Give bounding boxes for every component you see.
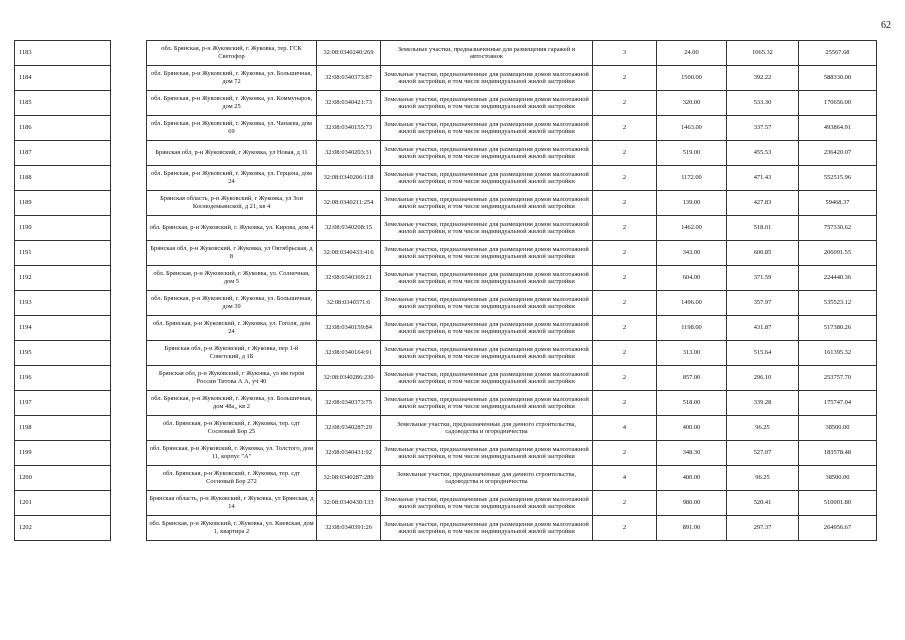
address-cell: обл. Брянская, р-н Жуковский, г. Жуковка, ул. Большичная, дом 72 (147, 66, 317, 91)
unit-value-cell: 527.07 (727, 441, 799, 466)
area-cell: 320.00 (657, 91, 727, 116)
category-cell: 3 (593, 41, 657, 66)
cadastral-value-cell: 517380.26 (799, 316, 877, 341)
category-cell: 2 (593, 216, 657, 241)
cadastral-number-cell: 32:08:0340373:87 (317, 66, 381, 91)
row-number: 1184 (15, 66, 111, 91)
row-number: 1187 (15, 141, 111, 166)
unit-value-cell: 337.57 (727, 116, 799, 141)
unit-value-cell: 339.28 (727, 391, 799, 416)
table-row (15, 291, 877, 316)
row-number: 1191 (15, 241, 111, 266)
spacer-cell (111, 66, 147, 91)
area-cell: 1462.00 (657, 216, 727, 241)
row-number: 1200 (15, 466, 111, 491)
spacer-cell (111, 291, 147, 316)
cadastral-number-cell: 32:08:0340211:254 (317, 191, 381, 216)
cadastral-number-cell: 32:08:0340371:6 (317, 291, 381, 316)
land-use-cell: Земельные участки, предназначенные для размещения домов малоэтажной жилой застройки, в том числе индивидуальной жилой застройки (381, 66, 593, 91)
unit-value-cell: 96.25 (727, 466, 799, 491)
cadastral-value-cell: 757330.62 (799, 216, 877, 241)
land-use-cell: Земельные участки, предназначенные для размещения домов малоэтажной жилой застройки, в том числе индивидуальной жилой застройки (381, 316, 593, 341)
spacer-cell (111, 316, 147, 341)
row-number: 1192 (15, 266, 111, 291)
category-cell: 2 (593, 366, 657, 391)
area-cell: 980.00 (657, 491, 727, 516)
table-row (15, 66, 877, 91)
land-use-cell: Земельные участки, предназначенные для размещения домов малоэтажной жилой застройки, в том числе индивидуальной жилой застройки (381, 241, 593, 266)
table-row (15, 491, 877, 516)
table-row (15, 416, 877, 441)
cadastral-value-cell: 161395.32 (799, 341, 877, 366)
spacer-cell (111, 166, 147, 191)
area-cell: 519.00 (657, 141, 727, 166)
address-cell: Брянская область, р-н Жуковский, г Жуковка, ул Зои Космодемьянской, д 21, кв 4 (147, 191, 317, 216)
land-use-cell: Земельные участки, предназначенные для размещения домов малоэтажной жилой застройки, в том числе индивидуальной жилой застройки (381, 116, 593, 141)
row-number: 1190 (15, 216, 111, 241)
cadastral-number-cell: 32:08:0340240:269 (317, 41, 381, 66)
spacer-cell (111, 191, 147, 216)
land-use-cell: Земельные участки, предназначенные для размещения домов малоэтажной жилой застройки, в том числе индивидуальной жилой застройки (381, 216, 593, 241)
row-number: 1189 (15, 191, 111, 216)
land-use-cell: Земельные участки, предназначенные для размещения домов малоэтажной жилой застройки, в том числе индивидуальной жилой застройки (381, 166, 593, 191)
cadastral-value-cell: 493864.91 (799, 116, 877, 141)
spacer-cell (111, 266, 147, 291)
unit-value-cell: 520.41 (727, 491, 799, 516)
spacer-cell (111, 91, 147, 116)
cadastral-number-cell: 32:08:0340391:26 (317, 516, 381, 541)
area-cell: 1500.00 (657, 66, 727, 91)
table-row (15, 241, 877, 266)
land-use-cell: Земельные участки, предназначенные для размещения домов малоэтажной жилой застройки, в том числе индивидуальной жилой застройки (381, 266, 593, 291)
cadastral-value-cell: 38500.00 (799, 466, 877, 491)
unit-value-cell: 518.01 (727, 216, 799, 241)
row-number: 1195 (15, 341, 111, 366)
address-cell: Брянская обл, р-н Жуковский, г Жуковка, ул Октябрьская, д 8 (147, 241, 317, 266)
land-use-cell: Земельные участки, предназначенные для размещения домов малоэтажной жилой застройки, в том числе индивидуальной жилой застройки (381, 291, 593, 316)
table-row (15, 41, 877, 66)
area-cell: 1463.00 (657, 116, 727, 141)
unit-value-cell: 96.25 (727, 416, 799, 441)
area-cell: 348.30 (657, 441, 727, 466)
address-cell: обл. Брянская, р-н Жуковский, г. Жуковка, ул. Большичная, дом 39 (147, 291, 317, 316)
spacer-cell (111, 341, 147, 366)
table-row (15, 216, 877, 241)
category-cell: 2 (593, 516, 657, 541)
cadastral-value-cell: 552515.96 (799, 166, 877, 191)
address-cell: обл. Брянская, р-н Жуковский, г. Жуковка, тер. сдт Сосновый Бор 272 (147, 466, 317, 491)
category-cell: 2 (593, 341, 657, 366)
category-cell: 2 (593, 141, 657, 166)
address-cell: Брянская область, р-н Жуковский, г Жуковка, ул Брянская, д 14 (147, 491, 317, 516)
cadastral-value-cell: 25567.68 (799, 41, 877, 66)
category-cell: 2 (593, 491, 657, 516)
spacer-cell (111, 491, 147, 516)
unit-value-cell: 392.22 (727, 66, 799, 91)
cadastral-value-cell: 588330.00 (799, 66, 877, 91)
cadastral-value-cell: 535523.12 (799, 291, 877, 316)
row-number: 1202 (15, 516, 111, 541)
unit-value-cell: 357.97 (727, 291, 799, 316)
table-row (15, 466, 877, 491)
area-cell: 313.00 (657, 341, 727, 366)
table-row (15, 191, 877, 216)
spacer-cell (111, 516, 147, 541)
land-use-cell: Земельные участки, предназначенные для размещения домов малоэтажной жилой застройки, в том числе индивидуальной жилой застройки (381, 391, 593, 416)
area-cell: 891.00 (657, 516, 727, 541)
address-cell: обл. Брянская, р-н Жуковский, г. Жуковка, ул. Гоголя, дом 24 (147, 316, 317, 341)
unit-value-cell: 600.85 (727, 241, 799, 266)
spacer-cell (111, 466, 147, 491)
land-plots-table (14, 40, 877, 541)
row-number: 1198 (15, 416, 111, 441)
cadastral-value-cell: 253757.70 (799, 366, 877, 391)
category-cell: 2 (593, 241, 657, 266)
land-use-cell: Земельные участки, предназначенные для размещения домов малоэтажной жилой застройки, в том числе индивидуальной жилой застройки (381, 341, 593, 366)
cadastral-number-cell: 32:08:0340164:91 (317, 341, 381, 366)
area-cell: 857.00 (657, 366, 727, 391)
cadastral-number-cell: 32:08:0340286:230 (317, 366, 381, 391)
address-cell: обл. Брянская, р-н Жуковский, г. Жуковка, ул. Киевская, дом 1, квартира 2 (147, 516, 317, 541)
unit-value-cell: 455.53 (727, 141, 799, 166)
category-cell: 2 (593, 316, 657, 341)
unit-value-cell: 533.30 (727, 91, 799, 116)
address-cell: обл. Брянская, р-н Жуковский, г. Жуковка, тер. сдт Сосновый Бор 25 (147, 416, 317, 441)
cadastral-value-cell: 510001.80 (799, 491, 877, 516)
area-cell: 604.00 (657, 266, 727, 291)
cadastral-value-cell: 59468.37 (799, 191, 877, 216)
address-cell: Брянская обл, р-н Жуковский, г Жуковка, пер 1-й Советский, д 1Б (147, 341, 317, 366)
unit-value-cell: 427.83 (727, 191, 799, 216)
area-cell: 400.00 (657, 466, 727, 491)
category-cell: 2 (593, 191, 657, 216)
cadastral-value-cell: 183578.48 (799, 441, 877, 466)
table-row (15, 316, 877, 341)
cadastral-number-cell: 32:08:0340155:73 (317, 116, 381, 141)
address-cell: обл. Брянская, р-н Жуковский, г. Жуковка, ул. Кирова, дом 4 (147, 216, 317, 241)
spacer-cell (111, 216, 147, 241)
table-row (15, 116, 877, 141)
row-number: 1199 (15, 441, 111, 466)
address-cell: обл. Брянская, р-н Жуковский, г. Жуковка, ул. Большичная, дом 48а,, кв 2 (147, 391, 317, 416)
unit-value-cell: 515.64 (727, 341, 799, 366)
table-row (15, 141, 877, 166)
cadastral-number-cell: 32:08:0340433:416 (317, 241, 381, 266)
address-cell: обл. Брянская, р-н Жуковский, г. Жуковка, ул. Герцена, дом 24 (147, 166, 317, 191)
spacer-cell (111, 416, 147, 441)
unit-value-cell: 1065.32 (727, 41, 799, 66)
cadastral-number-cell: 32:08:0340369:21 (317, 266, 381, 291)
row-number: 1186 (15, 116, 111, 141)
cadastral-value-cell: 224440.36 (799, 266, 877, 291)
category-cell: 2 (593, 116, 657, 141)
spacer-cell (111, 366, 147, 391)
land-use-cell: Земельные участки, предназначенные для дачного строительства, садоводства и огородничества (381, 466, 593, 491)
land-use-cell: Земельные участки, предназначенные для размещения домов малоэтажной жилой застройки, в том числе индивидуальной жилой застройки (381, 91, 593, 116)
address-cell: обл. Брянская, р-н Жуковский, г. Жуковка, ул. Солнечная, дом 5 (147, 266, 317, 291)
cadastral-value-cell: 264956.67 (799, 516, 877, 541)
category-cell: 2 (593, 266, 657, 291)
cadastral-value-cell: 236420.07 (799, 141, 877, 166)
land-use-cell: Земельные участки, предназначенные для размещения домов малоэтажной жилой застройки, в том числе индивидуальной жилой застройки (381, 491, 593, 516)
cadastral-value-cell: 38500.00 (799, 416, 877, 441)
table-row (15, 166, 877, 191)
address-cell: Брянская обл, р-н Жуковский, г Жуковка, ул им героя России Титова А А, уч 40 (147, 366, 317, 391)
category-cell: 2 (593, 291, 657, 316)
category-cell: 2 (593, 441, 657, 466)
land-use-cell: Земельные участки, предназначенные для размещения гаражей и автостоянок (381, 41, 593, 66)
cadastral-number-cell: 32:08:0340373:75 (317, 391, 381, 416)
table-body (15, 41, 877, 541)
category-cell: 2 (593, 91, 657, 116)
address-cell: обл. Брянская, р-н Жуковский, г. Жуковка, тер. ГСК Светофор (147, 41, 317, 66)
unit-value-cell: 371.59 (727, 266, 799, 291)
area-cell: 518.00 (657, 391, 727, 416)
table-row (15, 91, 877, 116)
cadastral-number-cell: 32:08:0340203:31 (317, 141, 381, 166)
row-number: 1196 (15, 366, 111, 391)
cadastral-value-cell: 206091.55 (799, 241, 877, 266)
address-cell: Брянская обл, р-н Жуковский, г Жуковка, ул Новая, д 11 (147, 141, 317, 166)
area-cell: 343.00 (657, 241, 727, 266)
cadastral-number-cell: 32:08:0340421:73 (317, 91, 381, 116)
land-use-cell: Земельные участки, предназначенные для размещения домов малоэтажной жилой застройки, в том числе индивидуальной жилой застройки (381, 191, 593, 216)
spacer-cell (111, 441, 147, 466)
table-row (15, 341, 877, 366)
row-number: 1185 (15, 91, 111, 116)
cadastral-number-cell: 32:08:0340430:133 (317, 491, 381, 516)
table-row (15, 366, 877, 391)
category-cell: 2 (593, 391, 657, 416)
row-number: 1188 (15, 166, 111, 191)
page-number: 62 (881, 20, 891, 31)
land-use-cell: Земельные участки, предназначенные для размещения домов малоэтажной жилой застройки, в том числе индивидуальной жилой застройки (381, 366, 593, 391)
unit-value-cell: 471.43 (727, 166, 799, 191)
unit-value-cell: 297.37 (727, 516, 799, 541)
area-cell: 139.00 (657, 191, 727, 216)
row-number: 1183 (15, 41, 111, 66)
unit-value-cell: 296.10 (727, 366, 799, 391)
area-cell: 1496.00 (657, 291, 727, 316)
spacer-cell (111, 391, 147, 416)
table-row (15, 441, 877, 466)
spacer-cell (111, 116, 147, 141)
cadastral-number-cell: 32:08:0340287:29 (317, 416, 381, 441)
area-cell: 1172.00 (657, 166, 727, 191)
cadastral-number-cell: 32:08:0340208:15 (317, 216, 381, 241)
unit-value-cell: 431.87 (727, 316, 799, 341)
table-row (15, 516, 877, 541)
category-cell: 2 (593, 166, 657, 191)
cadastral-number-cell: 32:08:0340159:84 (317, 316, 381, 341)
category-cell: 4 (593, 416, 657, 441)
spacer-cell (111, 241, 147, 266)
address-cell: обл. Брянская, р-н Жуковский, г. Жуковка, ул. Коммунаров, дом 25 (147, 91, 317, 116)
row-number: 1194 (15, 316, 111, 341)
address-cell: обл. Брянская, р-н Жуковский, г. Жуковка, ул. Чапаева, дом 69 (147, 116, 317, 141)
address-cell: обл. Брянская, р-н Жуковский, г. Жуковка, ул. Толстого, дом 11, корпус "А" (147, 441, 317, 466)
spacer-cell (111, 141, 147, 166)
category-cell: 4 (593, 466, 657, 491)
land-use-cell: Земельные участки, предназначенные для дачного строительства, садоводства и огородничества (381, 416, 593, 441)
cadastral-number-cell: 32:08:0340206:118 (317, 166, 381, 191)
table-row (15, 266, 877, 291)
land-use-cell: Земельные участки, предназначенные для размещения домов малоэтажной жилой застройки, в том числе индивидуальной жилой застройки (381, 141, 593, 166)
area-cell: 1198.00 (657, 316, 727, 341)
cadastral-value-cell: 175747.04 (799, 391, 877, 416)
cadastral-number-cell: 32:08:0340431:92 (317, 441, 381, 466)
spacer-cell (111, 41, 147, 66)
cadastral-number-cell: 32:08:0340287:289 (317, 466, 381, 491)
land-use-cell: Земельные участки, предназначенные для размещения домов малоэтажной жилой застройки, в том числе индивидуальной жилой застройки (381, 516, 593, 541)
row-number: 1201 (15, 491, 111, 516)
area-cell: 24.00 (657, 41, 727, 66)
area-cell: 400.00 (657, 416, 727, 441)
table-row (15, 391, 877, 416)
land-use-cell: Земельные участки, предназначенные для размещения домов малоэтажной жилой застройки, в том числе индивидуальной жилой застройки (381, 441, 593, 466)
cadastral-value-cell: 170656.00 (799, 91, 877, 116)
row-number: 1193 (15, 291, 111, 316)
category-cell: 2 (593, 66, 657, 91)
row-number: 1197 (15, 391, 111, 416)
